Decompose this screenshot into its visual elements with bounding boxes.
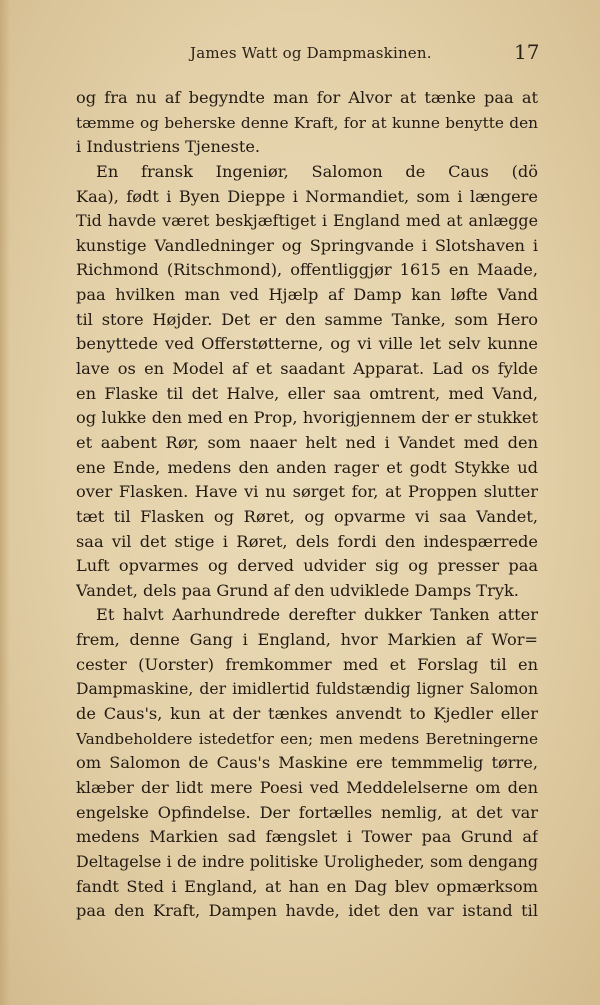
running-header [0,40,600,70]
running-title: James Watt og Dampmaskinen. [190,44,432,62]
text-line: paa hvilken man ved Hjælp af Damp kan løfte Vand [76,285,538,305]
text-line: tæmme og beherske denne Kraft, for at kunne benytte den [76,113,538,132]
text-line: engelske Opfindelse. Der fortælles nemlig, at det var [76,802,538,822]
text-line: Vandbeholdere istedetfor een; men medens Beretningerne [76,729,538,748]
text-line: Dampmaskine, der imidlertid fuldstændig ligner Salomon [76,680,538,699]
text-line: Deltagelse i de indre politiske Uroligheder, som dengang [76,851,538,871]
text-line: cester (Uorster) fremkommer med et Forslag til en [76,654,538,674]
text-line: saa vil det stige i Røret, dels fordi den indespærrede [76,531,538,551]
text-line: medens Markien sad fængslet i Tower paa Grund af [76,827,538,847]
text-line: Tid havde været beskjæftiget i England med at anlægge [76,211,538,231]
text-line: i Industriens Tjeneste. [76,137,261,157]
text-line: klæber der lidt mere Poesi ved Meddelelserne om den [76,777,538,797]
text-line: benyttede ved Offerstøtterne, og vi ville let selv kunne [76,334,538,354]
text-line: og lukke den med en Prop, hvorigjennem der er stukket [76,408,538,428]
page-number: 17 [514,40,540,64]
text-line: frem, denne Gang i England, hvor Markien af Wor= [76,630,538,650]
text-line: Kaa), født i Byen Dieppe i Normandiet, som i længere [76,186,538,206]
text-line: En fransk Ingeniør, Salomon de Caus (dö [96,161,538,181]
text-line: Vandet, dels paa Grund af den udviklede Damps Tryk. [76,580,519,600]
text-line: og fra nu af begyndte man for Alvor at tænke paa at [76,88,538,107]
text-line: om Salomon de Caus's Maskine ere temmmelig tørre, [76,753,538,773]
text-line: lave os en Model af et saadant Apparat. Lad os fylde [76,359,538,379]
body-text [76,86,538,924]
text-line: de Caus's, kun at der tænkes anvendt to Kjedler eller [76,704,538,724]
text-line: en Flaske til det Halve, eller saa omtrent, med Vand, [76,383,538,403]
text-line: Luft opvarmes og derved udvider sig og presser paa [76,556,538,576]
text-line: paa den Kraft, Dampen havde, idet den var istand til [76,901,538,921]
text-line: over Flasken. Have vi nu sørget for, at Proppen slutter [76,482,538,502]
text-line: Richmond (Ritschmond), offentliggjør 1615 en Maade, [76,260,538,280]
text-line: ene Ende, medens den anden rager et godt Stykke ud [76,457,538,477]
text-line: kunstige Vandledninger og Springvande i Slotshaven i [76,235,538,255]
text-line: til store Højder. Det er den samme Tanke, som Hero [76,309,538,329]
text-line: Et halvt Aarhundrede derefter dukker Tanken atter [96,605,538,625]
text-line: et aabent Rør, som naaer helt ned i Vandet med den [76,432,538,452]
text-line: fandt Sted i England, at han en Dag blev opmærksom [76,876,538,896]
text-line: tæt til Flasken og Røret, og opvarme vi saa Vandet, [76,506,538,526]
